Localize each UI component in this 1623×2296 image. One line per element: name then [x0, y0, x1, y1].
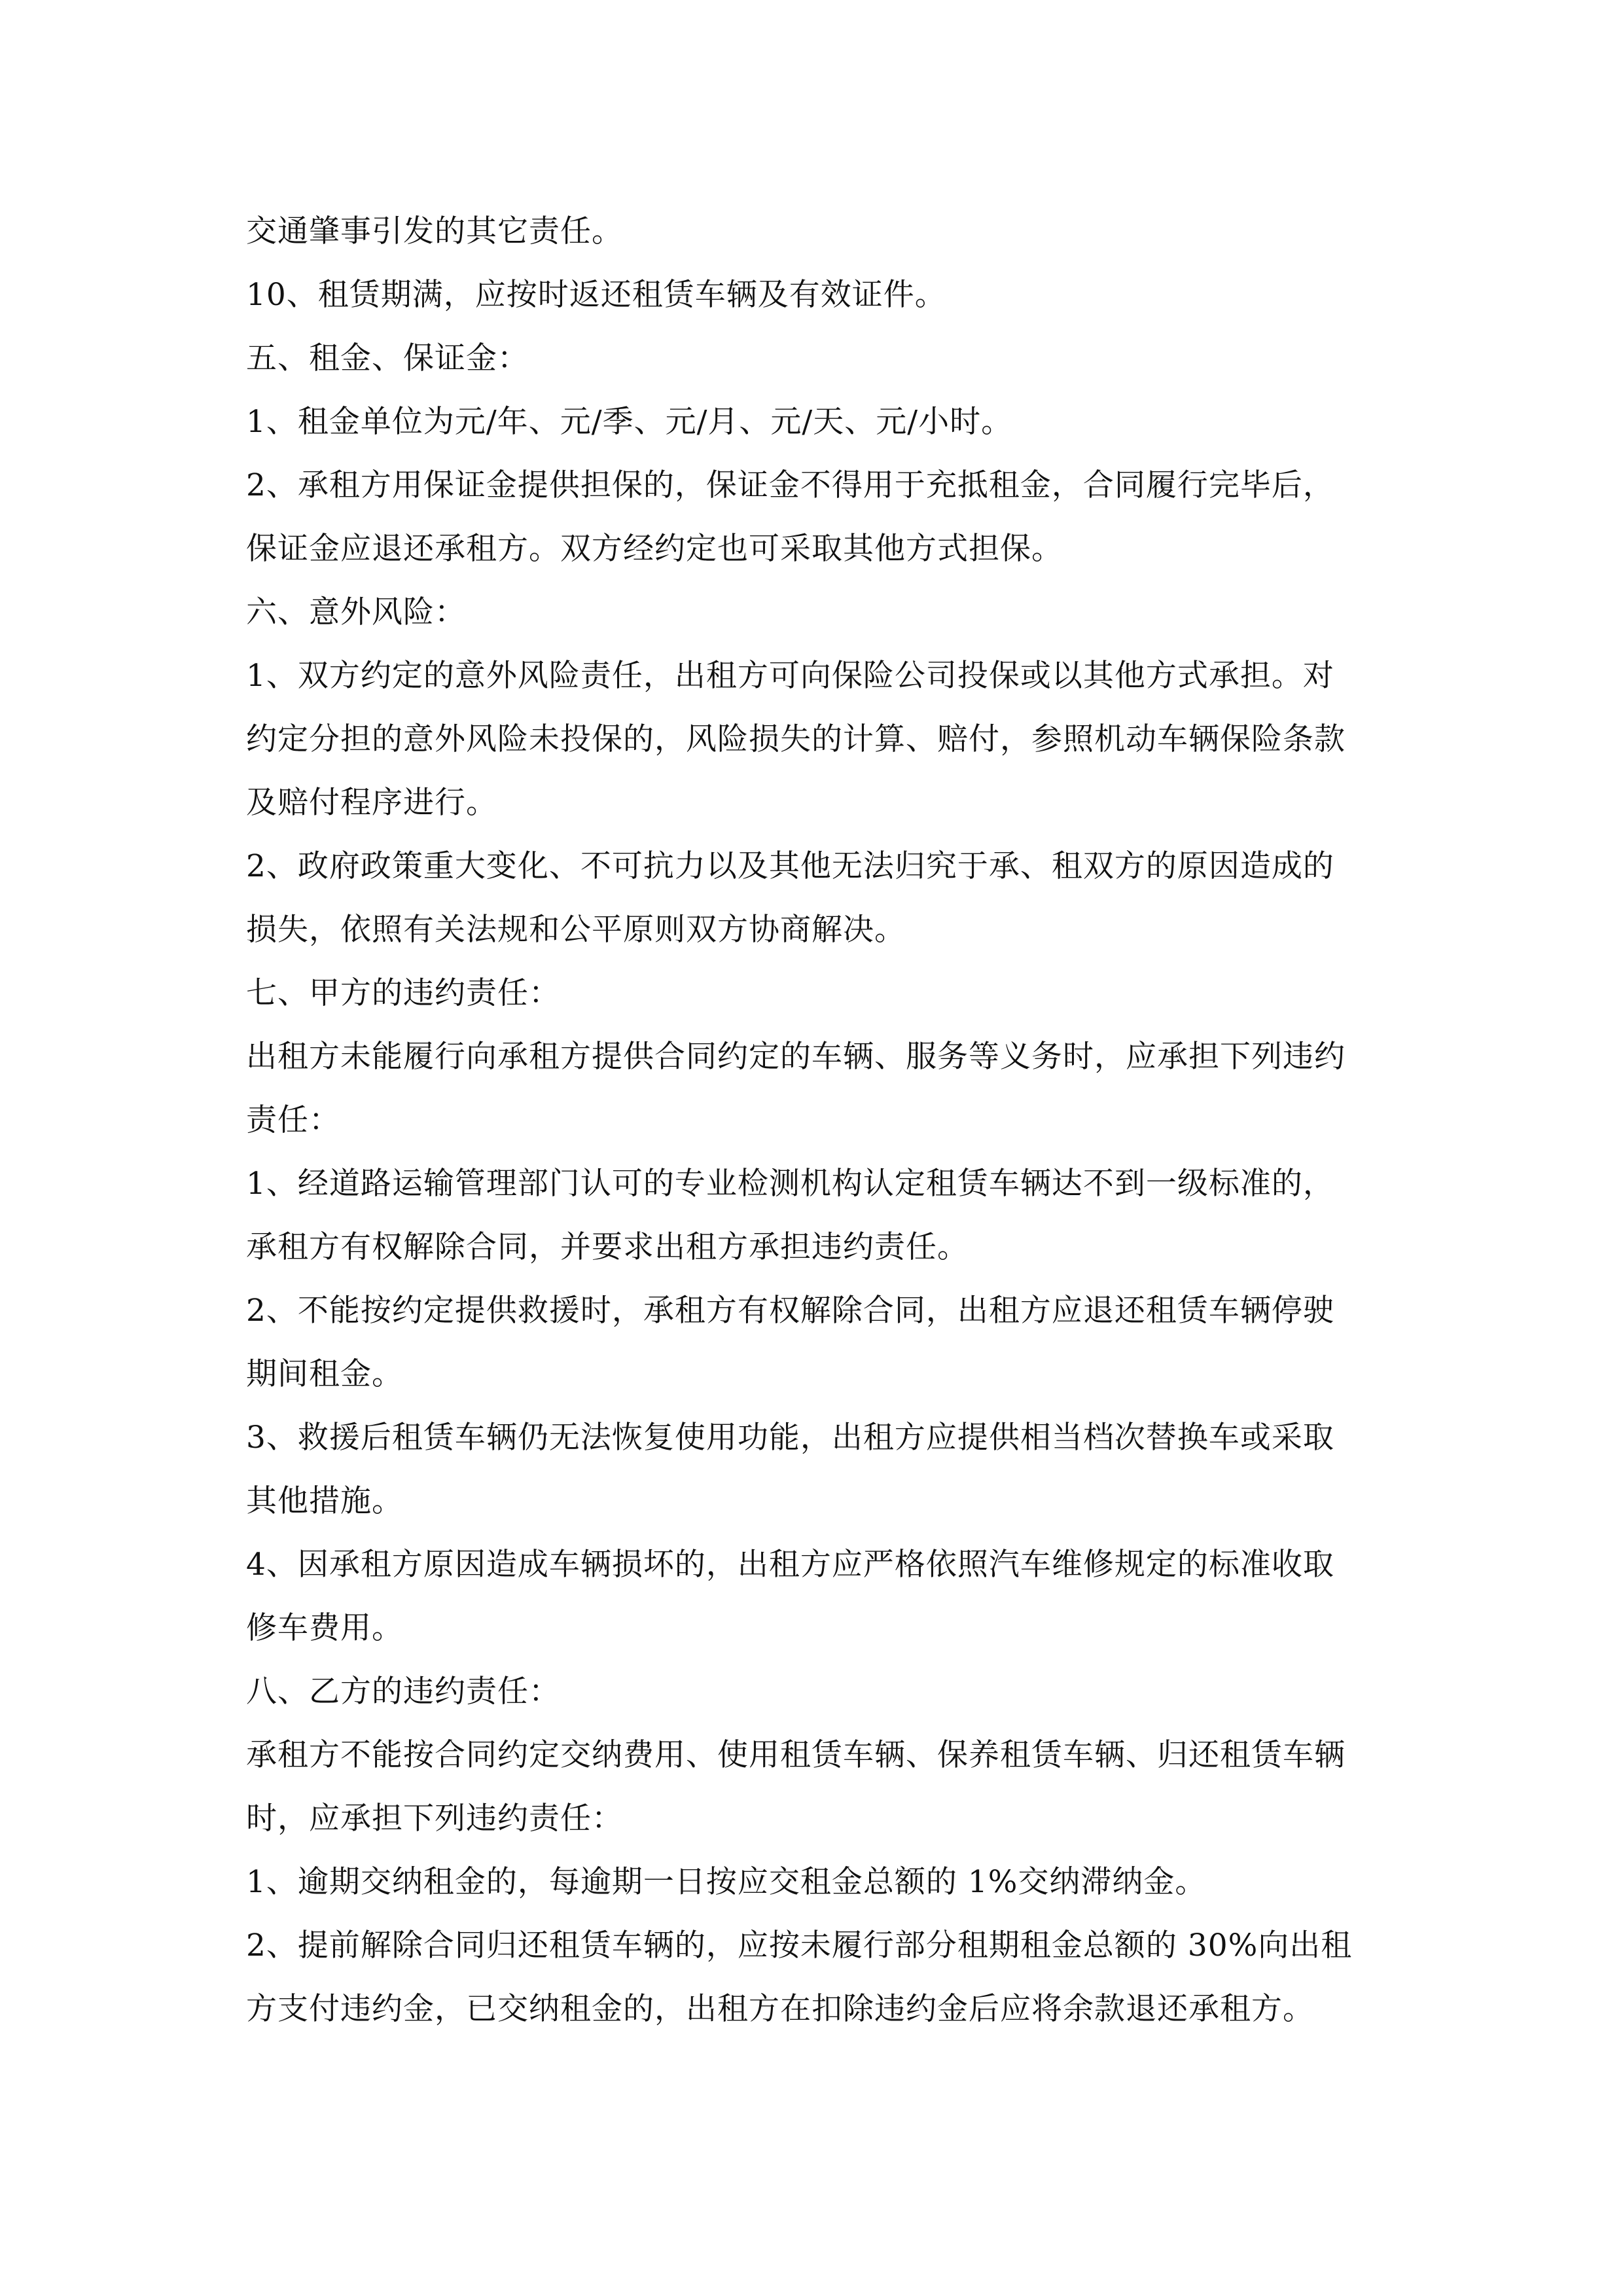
section-heading: 六、意外风险：: [246, 594, 466, 630]
document-body: [246, 200, 1385, 2041]
section-heading: 五、租金、保证金：: [246, 340, 529, 376]
text-line: 2、提前解除合同归还租赁车辆的，应按未履行部分租期租金总额的 30%向出租: [246, 1928, 1353, 1964]
text-line: 出租方未能履行向承租方提供合同约定的车辆、服务等义务时，应承担下列违约: [246, 1039, 1346, 1075]
text-line: 修车费用。: [246, 1610, 403, 1646]
text-line: 承租方有权解除合同，并要求出租方承担违约责任。: [246, 1229, 969, 1265]
text-line: 2、不能按约定提供救援时，承租方有权解除合同，出租方应退还租赁车辆停驶: [246, 1293, 1334, 1329]
text-line: 4、因承租方原因造成车辆损坏的，出租方应严格依照汽车维修规定的标准收取: [246, 1547, 1334, 1583]
text-line: 2、政府政策重大变化、不可抗力以及其他无法归究于承、租双方的原因造成的: [246, 848, 1334, 884]
text-line: 期间租金。: [246, 1356, 403, 1392]
text-line: 1、双方约定的意外风险责任，出租方可向保险公司投保或以其他方式承担。对: [246, 658, 1334, 694]
text-line: 10、租赁期满，应按时返还租赁车辆及有效证件。: [246, 277, 946, 313]
text-line: 2、承租方用保证金提供担保的，保证金不得用于充抵租金，合同履行完毕后，: [246, 467, 1334, 503]
text-line: 保证金应退还承租方。双方经约定也可采取其他方式担保。: [246, 531, 1063, 567]
text-line: 损失，依照有关法规和公平原则双方协商解决。: [246, 912, 906, 948]
text-line: 责任：: [246, 1102, 340, 1138]
text-line: 其他措施。: [246, 1483, 403, 1519]
text-line: 方支付违约金，已交纳租金的，出租方在扣除违约金后应将余款退还承租方。: [246, 1991, 1314, 2027]
text-line: 时，应承担下列违约责任：: [246, 1801, 623, 1837]
section-heading: 七、甲方的违约责任：: [246, 975, 560, 1011]
text-line: 约定分担的意外风险未投保的，风险损失的计算、赔付，参照机动车辆保险条款: [246, 721, 1346, 757]
text-line: 1、租金单位为元/年、元/季、元/月、元/天、元/小时。: [246, 404, 1013, 440]
text-line: 3、救援后租赁车辆仍无法恢复使用功能，出租方应提供相当档次替换车或采取: [246, 1420, 1334, 1456]
text-line: 及赔付程序进行。: [246, 785, 497, 821]
section-heading: 八、乙方的违约责任：: [246, 1674, 560, 1710]
text-line: 交通肇事引发的其它责任。: [246, 213, 623, 249]
text-line: 1、经道路运输管理部门认可的专业检测机构认定租赁车辆达不到一级标准的，: [246, 1166, 1334, 1202]
text-line: 承租方不能按合同约定交纳费用、使用租赁车辆、保养租赁车辆、归还租赁车辆: [246, 1737, 1346, 1773]
text-line: 1、逾期交纳租金的，每逾期一日按应交租金总额的 1%交纳滞纳金。: [246, 1864, 1207, 1900]
